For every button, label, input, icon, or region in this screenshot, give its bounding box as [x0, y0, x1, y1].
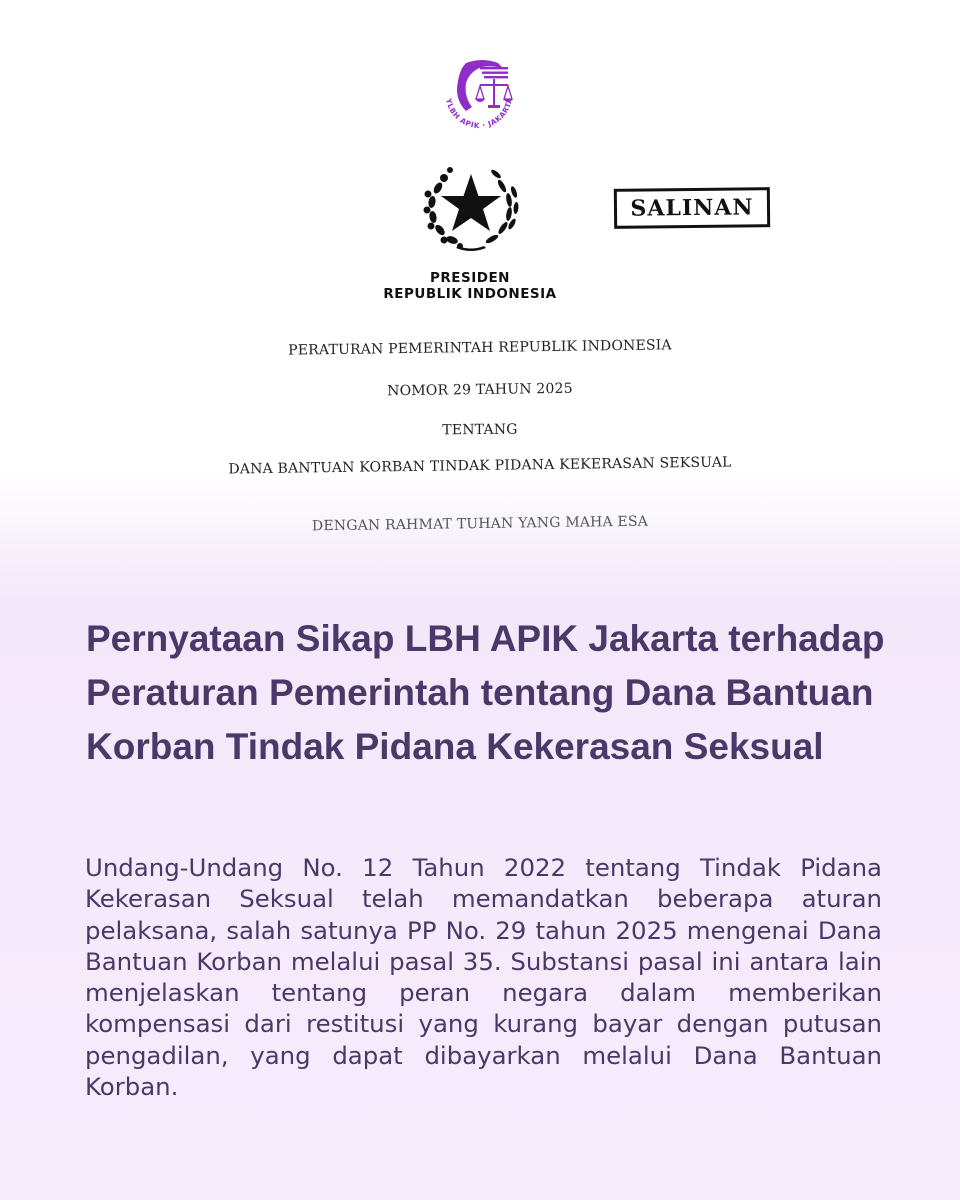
ylbh-apik-logo: [436, 55, 522, 141]
regulation-title: PERATURAN PEMERINTAH REPUBLIK INDONESIA: [288, 337, 672, 359]
article-body: Undang-Undang No. 12 Tahun 2022 tentang Tindak Pidana Kekerasan Seksual telah memandatkan beberapa aturan pelaksana, salah satunya PP No. 29 tahun 2025 mengenai Dana Bantuan Korban melalui pasal 35. Substansi pasal ini antara lain menjelaskan tentang peran negara dalam memberikan kompensasi dari restitusi yang kurang bayar dengan putusan pengadilan, yang dapat dibayarkan melalui Dana Bantuan Korban.: [85, 853, 882, 1102]
regulation-subject: DANA BANTUAN KORBAN TINDAK PIDANA KEKERASAN SEKSUAL: [228, 454, 732, 478]
presidential-seal-icon: [416, 148, 526, 258]
svg-text:YLBH APIK · JAKARTA: YLBH APIK · JAKARTA: [444, 96, 514, 131]
issuer-country: REPUBLIK INDONESIA: [383, 286, 557, 302]
issuer-title: PRESIDEN: [430, 270, 510, 286]
regulation-blessing: DENGAN RAHMAT TUHAN YANG MAHA ESA: [311, 513, 649, 535]
salinan-stamp: SALINAN: [614, 187, 770, 229]
regulation-number: NOMOR 29 TAHUN 2025: [387, 380, 573, 400]
article-title: Pernyataan Sikap LBH APIK Jakarta terhadap Peraturan Pemerintah tentang Dana Bantuan Korban Tindak Pidana Kekerasan Seksual: [86, 618, 885, 767]
regulation-about: TENTANG: [442, 421, 518, 439]
